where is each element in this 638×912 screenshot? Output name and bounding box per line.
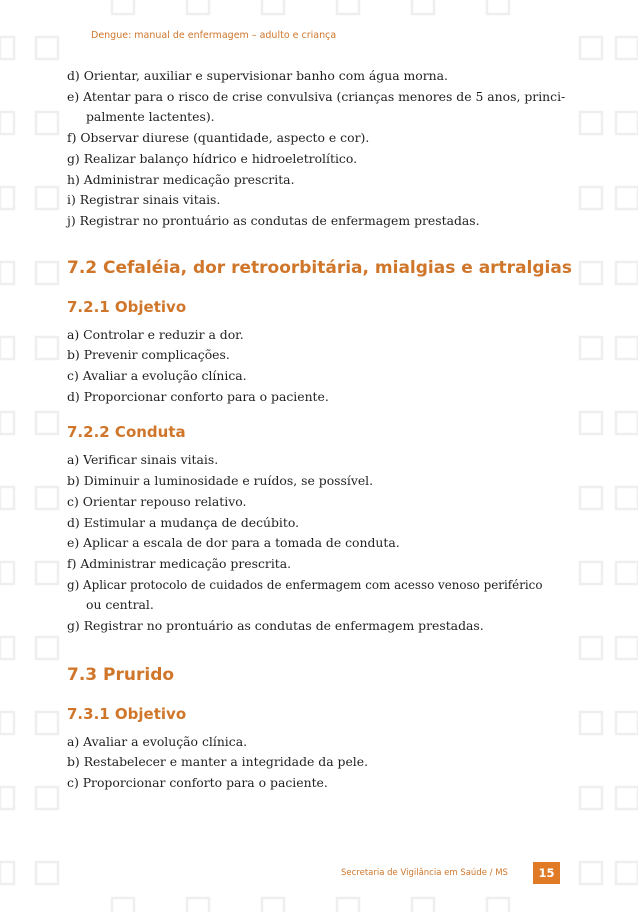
objetivo-list [67, 325, 577, 408]
list-item: g) Realizar balanço hídrico e hidroeletrolítico. [67, 150, 358, 166]
list-item-continuation: ou central. [86, 597, 154, 613]
footer-publisher: Secretaria de Vigilância em Saúde / MS [341, 868, 508, 878]
list-item: h) Administrar medicação prescrita. [67, 171, 295, 187]
list-item: a) Avaliar a evolução clínica. [67, 733, 248, 749]
subsection-title-7-2-2: 7.2.2 Conduta [67, 423, 186, 442]
section-title-7-3: 7.3 Prurido [67, 664, 175, 685]
list-item: j) Registrar no prontuário as condutas de enfermagem prestadas. [67, 212, 480, 228]
objetivo-list [67, 732, 577, 794]
list-item: g) Registrar no prontuário as condutas de enfermagem prestadas. [67, 618, 484, 634]
list-item: g) Aplicar protocolo de cuidados de enfermagem com acesso venoso periférico [67, 577, 543, 592]
list-item: a) Controlar e reduzir a dor. [67, 326, 244, 342]
page-number-badge: 15 [533, 862, 560, 884]
list-item: f) Administrar medicação prescrita. [67, 555, 292, 571]
subsection-title-7-3-1: 7.3.1 Objetivo [67, 704, 187, 723]
conduta-list [67, 450, 577, 636]
list-item: d) Estimular a mudança de decúbito. [67, 514, 300, 530]
list-item: b) Prevenir complicações. [67, 347, 230, 363]
page-content [67, 66, 577, 794]
list-item: e) Atentar para o risco de crise convulsiva (crianças menores de 5 anos, princi- [67, 88, 566, 104]
list-item: d) Proporcionar conforto para o paciente. [67, 388, 329, 404]
section-title-7-2: 7.2 Cefaléia, dor retroorbitária, mialgias e artralgias [67, 257, 572, 278]
list-item: b) Restabelecer e manter a integridade da pele. [67, 754, 369, 770]
intro-list [67, 66, 577, 232]
subsection-title-7-2-1: 7.2.1 Objetivo [67, 297, 187, 316]
list-item: f) Observar diurese (quantidade, aspecto e cor). [67, 130, 370, 146]
list-item: c) Proporcionar conforto para o paciente. [67, 775, 328, 791]
list-item: b) Diminuir a luminosidade e ruídos, se possível. [67, 473, 374, 489]
list-item: c) Avaliar a evolução clínica. [67, 368, 247, 384]
list-item: i) Registrar sinais vitais. [67, 192, 221, 208]
list-item: e) Aplicar a escala de dor para a tomada de conduta. [67, 535, 400, 551]
list-item-continuation: palmente lactentes). [86, 109, 215, 125]
list-item: d) Orientar, auxiliar e supervisionar banho com água morna. [67, 68, 448, 83]
list-item: c) Orientar repouso relativo. [67, 493, 247, 509]
list-item: a) Verificar sinais vitais. [67, 452, 219, 468]
running-header: Dengue: manual de enfermagem – adulto e criança [91, 30, 337, 41]
